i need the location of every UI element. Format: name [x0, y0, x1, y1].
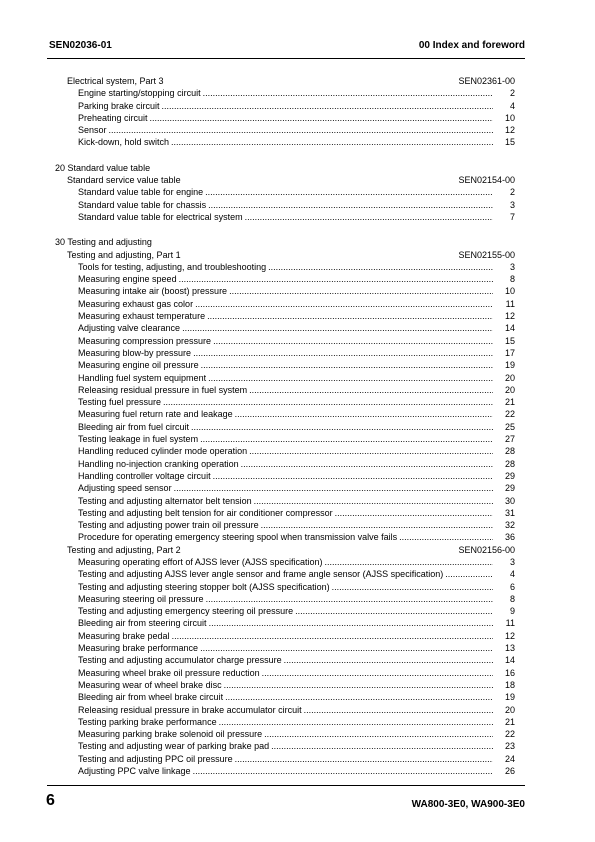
toc-entry: [53, 568, 515, 580]
toc-entry-page: 14: [504, 655, 515, 666]
toc-entry: [53, 100, 515, 112]
toc-entry-page: 12: [504, 125, 515, 136]
toc-entry: [53, 716, 515, 728]
dot-leader: [207, 310, 493, 322]
toc-entry-page: 9: [509, 606, 515, 617]
dot-leader: [205, 186, 493, 198]
section-title: Testing and adjusting, Part 2: [67, 544, 181, 555]
toc-entry-title: Preheating circuit: [78, 112, 148, 123]
toc-entry-page: 2: [509, 187, 515, 198]
toc-entry: [53, 347, 515, 359]
toc-entry-title: Testing and adjusting accumulator charge pressure: [78, 655, 282, 666]
dot-leader: [172, 630, 493, 642]
dot-leader: [195, 298, 493, 310]
toc-entry-page: 12: [504, 630, 515, 641]
toc-entry-title: Kick-down, hold switch: [78, 137, 170, 148]
toc-entry-page: 8: [509, 593, 515, 604]
toc-entry-title: Standard value table for engine: [78, 187, 204, 198]
toc-entry-page: 11: [505, 618, 515, 629]
dot-leader: [304, 704, 493, 716]
toc-entry: [53, 704, 515, 716]
toc-entry: [53, 310, 515, 322]
toc-entry-page: 30: [504, 495, 515, 506]
section-gap: [53, 223, 515, 236]
dot-leader: [254, 495, 493, 507]
toc-entry: [53, 605, 515, 617]
dot-leader: [241, 458, 493, 470]
toc-entry: [53, 335, 515, 347]
toc-entry-title: Releasing residual pressure in brake accumulator circuit: [78, 704, 302, 715]
dot-leader: [249, 445, 493, 457]
section-document-code: SEN02156-00: [458, 544, 515, 555]
dot-leader: [284, 654, 493, 666]
toc-entry-page: 3: [509, 261, 515, 272]
dot-leader: [150, 112, 493, 124]
toc-entry-page: 15: [504, 335, 515, 346]
toc-entry-page: 4: [509, 569, 515, 580]
toc-entry-page: 3: [509, 199, 515, 210]
toc-entry-page: 32: [504, 520, 515, 531]
toc-entry: [53, 186, 515, 198]
toc-entry-title: Releasing residual pressure in fuel system: [78, 384, 248, 395]
toc-entry-page: 16: [504, 667, 515, 678]
toc-entry: [53, 519, 515, 531]
section-title: Electrical system, Part 3: [67, 76, 164, 86]
section-document-code: SEN02154-00: [458, 175, 515, 186]
dot-leader: [206, 593, 493, 605]
section-heading: [53, 544, 515, 556]
toc-entry-page: 29: [504, 470, 515, 481]
toc-entry-title: Procedure for operating emergency steering spool when transmission valve fails: [78, 532, 398, 543]
header-document-code: SEN02036-01: [49, 40, 112, 51]
toc-entry-page: 26: [504, 766, 515, 777]
toc-entry-title: Measuring exhaust gas color: [78, 298, 194, 309]
dot-leader: [208, 199, 493, 211]
toc-entry-page: 22: [504, 729, 515, 740]
toc-entry-title: Measuring exhaust temperature: [78, 311, 206, 322]
dot-leader: [200, 433, 493, 445]
toc-entry: [53, 372, 515, 384]
dot-leader: [193, 347, 493, 359]
toc-entry-page: 23: [504, 741, 515, 752]
footer-model-name: WA800-3E0, WA900-3E0: [411, 799, 525, 810]
toc-entry-title: Bleeding air from fuel circuit: [78, 421, 190, 432]
toc-entry-page: 27: [504, 434, 515, 445]
toc-entry: [53, 691, 515, 703]
toc-entry-page: 10: [504, 112, 515, 123]
toc-entry-title: Testing and adjusting power train oil pressure: [78, 520, 259, 531]
footer-rule: [47, 785, 525, 786]
toc-entry: [53, 396, 515, 408]
toc-entry-page: 6: [509, 581, 515, 592]
dot-leader: [295, 605, 493, 617]
toc-entry: [53, 593, 515, 605]
toc-entry-page: 36: [504, 532, 515, 543]
toc-entry-page: 20: [504, 704, 515, 715]
toc-entry-title: Measuring intake air (boost) pressure: [78, 286, 228, 297]
chapter-heading: 20 Standard value table: [55, 162, 151, 173]
toc-entry-title: Standard value table for chassis: [78, 199, 207, 210]
toc-entry-title: Measuring engine oil pressure: [78, 360, 199, 371]
toc-entry: [53, 384, 515, 396]
toc-entry: [53, 421, 515, 433]
toc-entry: [53, 445, 515, 457]
dot-leader: [245, 211, 493, 223]
toc-entry-title: Testing leakage in fuel system: [78, 434, 199, 445]
toc-entry: [53, 433, 515, 445]
dot-leader: [264, 728, 493, 740]
toc-entry-page: 12: [504, 311, 515, 322]
toc-entry-title: Testing parking brake performance: [78, 716, 217, 727]
dot-leader: [182, 322, 493, 334]
toc-entry-title: Testing and adjusting belt tension for air conditioner compressor: [78, 507, 333, 518]
dot-leader: [193, 765, 493, 777]
dot-leader: [203, 87, 493, 99]
toc-entry-title: Tools for testing, adjusting, and troubleshooting: [78, 261, 267, 272]
toc-entry-title: Measuring fuel return rate and leakage: [78, 409, 233, 420]
dot-leader: [332, 581, 493, 593]
dot-leader: [224, 679, 493, 691]
toc-entry-page: 11: [505, 298, 515, 309]
dot-leader: [179, 273, 493, 285]
toc-entry-title: Handling no-injection cranking operation: [78, 458, 239, 469]
toc-entry: [53, 740, 515, 752]
dot-leader: [271, 740, 493, 752]
toc-entry-page: 15: [504, 137, 515, 148]
dot-leader: [225, 691, 493, 703]
dot-leader: [268, 261, 493, 273]
dot-leader: [213, 470, 493, 482]
header-rule: [47, 58, 525, 59]
toc-entry-title: Standard value table for electrical system: [78, 211, 243, 222]
dot-leader: [445, 568, 493, 580]
dot-leader: [191, 421, 493, 433]
toc-entry-title: Adjusting speed sensor: [78, 483, 172, 494]
toc-entry: [53, 507, 515, 519]
toc-entry-page: 28: [504, 446, 515, 457]
toc-entry-page: 17: [504, 347, 515, 358]
dot-leader: [209, 617, 493, 629]
toc-entry-title: Measuring operating effort of AJSS lever (AJSS specification): [78, 556, 323, 567]
toc-entry: [53, 298, 515, 310]
toc-entry: [53, 495, 515, 507]
toc-entry-title: Testing and adjusting AJSS lever angle sensor and frame angle sensor (AJSS specification): [78, 569, 444, 580]
dot-leader: [213, 335, 493, 347]
dot-leader: [235, 408, 493, 420]
toc-entry: [53, 87, 515, 99]
toc-entry-title: Measuring engine speed: [78, 274, 177, 285]
toc-entry-title: Sensor: [78, 125, 107, 136]
dot-leader: [235, 753, 493, 765]
toc-entry-title: Adjusting valve clearance: [78, 323, 181, 334]
dot-leader: [163, 396, 493, 408]
toc-entry-title: Testing and adjusting emergency steering oil pressure: [78, 606, 294, 617]
toc-entry: [53, 408, 515, 420]
toc-entry-page: 21: [504, 716, 515, 727]
toc-entry: [53, 470, 515, 482]
toc-entry: [53, 617, 515, 629]
chapter-heading: 30 Testing and adjusting: [55, 237, 152, 248]
toc-entry: [53, 322, 515, 334]
section-gap: [53, 149, 515, 162]
toc-entry: [53, 261, 515, 273]
toc-entry-page: 14: [504, 323, 515, 334]
toc-entry-page: 24: [504, 753, 515, 764]
toc-entry-title: Measuring blow-by pressure: [78, 347, 192, 358]
toc-entry-title: Bleeding air from steering circuit: [78, 618, 207, 629]
toc-entry: [53, 285, 515, 297]
toc-entry: [53, 124, 515, 136]
dot-leader: [201, 359, 493, 371]
toc-entry: [53, 199, 515, 211]
toc-entry: [53, 112, 515, 124]
toc-entry-page: 18: [504, 679, 515, 690]
toc-entry-page: 28: [504, 458, 515, 469]
toc-entry-page: 25: [504, 421, 515, 432]
toc-entry-title: Measuring wear of wheel brake disc: [78, 679, 222, 690]
toc-entry: [53, 679, 515, 691]
toc-entry: [53, 630, 515, 642]
footer-page-number: 6: [46, 792, 55, 809]
toc-entry-page: 21: [504, 397, 515, 408]
toc-entry: [53, 458, 515, 470]
dot-leader: [262, 667, 493, 679]
dot-leader: [261, 519, 493, 531]
toc-entry-page: 31: [504, 507, 515, 518]
toc-entry-page: 10: [504, 286, 515, 297]
section-heading: [53, 174, 515, 186]
section-heading: [53, 75, 515, 87]
section-document-code: SEN02361-00: [458, 76, 515, 86]
toc-entry-title: Measuring brake pedal: [78, 630, 170, 641]
section-heading: [53, 249, 515, 261]
toc-entry: [53, 765, 515, 777]
toc-entry-title: Handling controller voltage circuit: [78, 470, 211, 481]
toc-entry: [53, 211, 515, 223]
table-of-contents: [53, 75, 515, 777]
toc-entry-page: 4: [509, 100, 515, 111]
toc-entry-page: 29: [504, 483, 515, 494]
toc-entry: [53, 667, 515, 679]
toc-entry-page: 19: [504, 692, 515, 703]
toc-entry-page: 13: [504, 643, 515, 654]
dot-leader: [162, 100, 493, 112]
dot-leader: [249, 384, 493, 396]
toc-entry: [53, 556, 515, 568]
dot-leader: [324, 556, 493, 568]
dot-leader: [229, 285, 493, 297]
dot-leader: [171, 136, 493, 148]
toc-entry-title: Parking brake circuit: [78, 100, 160, 111]
toc-entry-page: 19: [504, 360, 515, 371]
toc-entry-page: 7: [509, 211, 515, 222]
toc-entry-title: Testing and adjusting steering stopper bolt (AJSS specification): [78, 581, 330, 592]
toc-entry-title: Measuring steering oil pressure: [78, 593, 204, 604]
toc-entry-title: Testing and adjusting wear of parking brake pad: [78, 741, 270, 752]
toc-entry-title: Measuring compression pressure: [78, 335, 212, 346]
toc-entry: [53, 642, 515, 654]
toc-entry-page: 22: [504, 409, 515, 420]
section-document-code: SEN02155-00: [458, 249, 515, 260]
toc-entry-page: 3: [509, 556, 515, 567]
toc-entry-title: Measuring brake performance: [78, 643, 199, 654]
header-chapter-title: 00 Index and foreword: [418, 40, 525, 51]
section-title: Testing and adjusting, Part 1: [67, 249, 181, 260]
dot-leader: [219, 716, 493, 728]
toc-entry-page: 20: [504, 384, 515, 395]
dot-leader: [109, 124, 493, 136]
section-title: Standard service value table: [67, 175, 181, 186]
toc-entry: [53, 581, 515, 593]
dot-leader: [399, 531, 493, 543]
toc-entry-page: 2: [509, 88, 515, 99]
dot-leader: [208, 372, 493, 384]
toc-entry-page: 20: [504, 372, 515, 383]
dot-leader: [174, 482, 493, 494]
dot-leader: [335, 507, 493, 519]
toc-entry-title: Handling reduced cylinder mode operation: [78, 446, 248, 457]
toc-entry: [53, 273, 515, 285]
toc-entry-title: Measuring parking brake solenoid oil pressure: [78, 729, 263, 740]
toc-entry: [53, 654, 515, 666]
toc-entry-title: Adjusting PPC valve linkage: [78, 766, 191, 777]
toc-entry-title: Measuring wheel brake oil pressure reduction: [78, 667, 260, 678]
toc-entry-title: Testing and adjusting PPC oil pressure: [78, 753, 233, 764]
toc-entry-title: Engine starting/stopping circuit: [78, 88, 201, 99]
toc-entry: [53, 753, 515, 765]
dot-leader: [200, 642, 493, 654]
toc-entry-title: Testing and adjusting alternator belt tension: [78, 495, 252, 506]
toc-entry-page: 8: [509, 274, 515, 285]
toc-entry: [53, 359, 515, 371]
toc-entry: [53, 531, 515, 543]
toc-entry: [53, 136, 515, 148]
toc-entry: [53, 728, 515, 740]
toc-entry-title: Testing fuel pressure: [78, 397, 162, 408]
toc-entry-title: Handling fuel system equipment: [78, 372, 207, 383]
toc-entry: [53, 482, 515, 494]
toc-entry-title: Bleeding air from wheel brake circuit: [78, 692, 224, 703]
